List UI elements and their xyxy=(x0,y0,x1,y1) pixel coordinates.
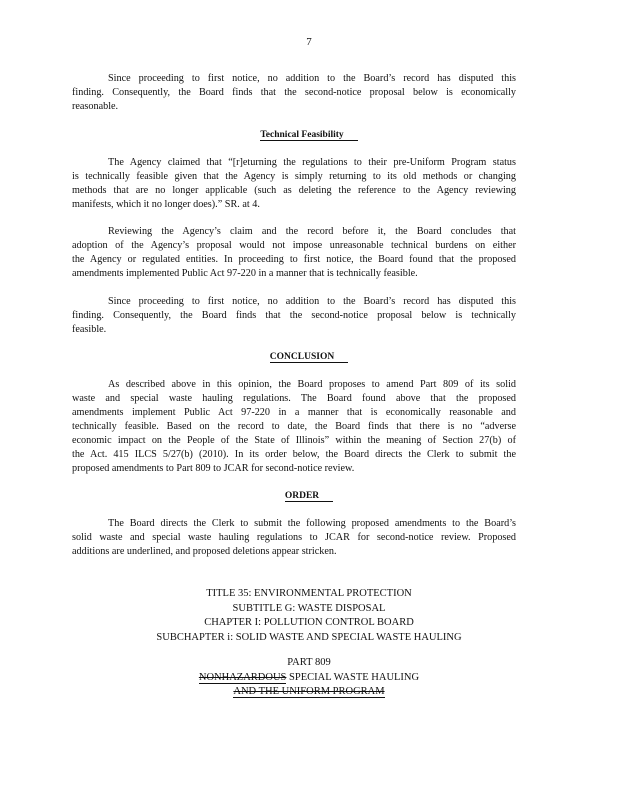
part-number: PART 809 xyxy=(287,657,331,668)
text-line: reasonable. xyxy=(72,101,119,112)
text-line: proposed amendments to Part 809 to JCAR for second-notice review. xyxy=(72,463,355,474)
text-line: methods that are no longer applicable (such as deleting the reference to the Agency reviewing xyxy=(72,185,516,196)
page-number: 7 xyxy=(306,36,312,48)
text-line: feasible. xyxy=(72,324,107,335)
text-line: amendments implement Public Act 97-220 in a manner that is economically reasonable and xyxy=(72,407,516,418)
part-title-line-2 xyxy=(0,685,618,700)
paragraph-economic-finding xyxy=(72,72,516,114)
text-line: adoption of the Agency’s proposal would not impose unreasonable technical burdens on either xyxy=(72,240,516,251)
subtitle-line: SUBTITLE G: WASTE DISPOSAL xyxy=(232,602,386,614)
text-line: Since proceeding to first notice, no addition to the Board’s record has disputed this xyxy=(108,296,516,307)
text-line: manifests, which it no longer does).” SR. at 4. xyxy=(72,199,260,210)
text-line: the Act. 415 ILCS 5/27(b) (2010). In its order below, the Board directs the Clerk to submit the xyxy=(72,449,516,460)
text-line: waste and special waste hauling regulations. The Board found above that the proposed xyxy=(72,393,516,404)
text-line: As described above in this opinion, the Board proposes to amend Part 809 of its solid xyxy=(108,379,516,390)
subchapter-line: SUBCHAPTER i: SOLID WASTE AND SPECIAL WASTE HAULING xyxy=(156,631,462,643)
text-line: The Board directs the Clerk to submit the following proposed amendments to the Board’s xyxy=(108,518,516,529)
part-heading-block xyxy=(0,656,618,700)
text-line: Reviewing the Agency’s claim and the record before it, the Board concludes that xyxy=(108,226,516,237)
section-heading-technical: Technical Feasibility xyxy=(0,130,618,140)
deleted-text: AND THE UNIFORM PROGRAM xyxy=(233,686,385,697)
text-line: economic impact on the People of the State of Illinois” within the meaning of Section 27(b) of xyxy=(72,435,516,446)
title-line: TITLE 35: ENVIRONMENTAL PROTECTION xyxy=(206,588,412,599)
paragraph-agency-claim xyxy=(72,156,516,212)
text-line: solid waste and special waste hauling regulations to JCAR for second-notice review. Proposed xyxy=(72,532,516,543)
section-heading-order: ORDER xyxy=(0,491,618,501)
part-title-line-1 xyxy=(0,671,618,686)
text-line: is technically feasible given that the Agency is simply returning to its old methods or changing xyxy=(72,171,516,182)
text-line: finding. Consequently, the Board finds that the second-notice proposal below is technically xyxy=(72,310,516,321)
text-line: finding. Consequently, the Board finds that the second-notice proposal below is economically xyxy=(72,87,516,98)
text-line: the Agency or regulated entities. In proceeding to first notice, the Board found that the proposed xyxy=(72,254,516,265)
paragraph-board-review xyxy=(72,225,516,281)
part-title-text: SPECIAL WASTE HAULING xyxy=(286,671,420,683)
paragraph-technical-finding xyxy=(72,295,516,337)
regulation-title-block xyxy=(0,587,618,645)
text-line: technically feasible. Based on the record to date, the Board finds that there is no “adverse xyxy=(72,421,516,432)
text-line: Since proceeding to first notice, no addition to the Board’s record has disputed this xyxy=(108,73,516,84)
paragraph-order xyxy=(72,517,516,559)
section-heading-conclusion: CONCLUSION xyxy=(0,352,618,362)
text-line: additions are underlined, and proposed deletions appear stricken. xyxy=(72,546,337,557)
text-line: amendments implemented Public Act 97-220 in a manner that is technically feasible. xyxy=(72,268,418,279)
deleted-text: NONHAZARDOUS xyxy=(198,671,287,683)
text-line: The Agency claimed that “[r]eturning the regulations to their pre-Uniform Program status xyxy=(108,157,516,168)
paragraph-conclusion xyxy=(72,378,516,476)
chapter-line: CHAPTER I: POLLUTION CONTROL BOARD xyxy=(204,617,414,628)
